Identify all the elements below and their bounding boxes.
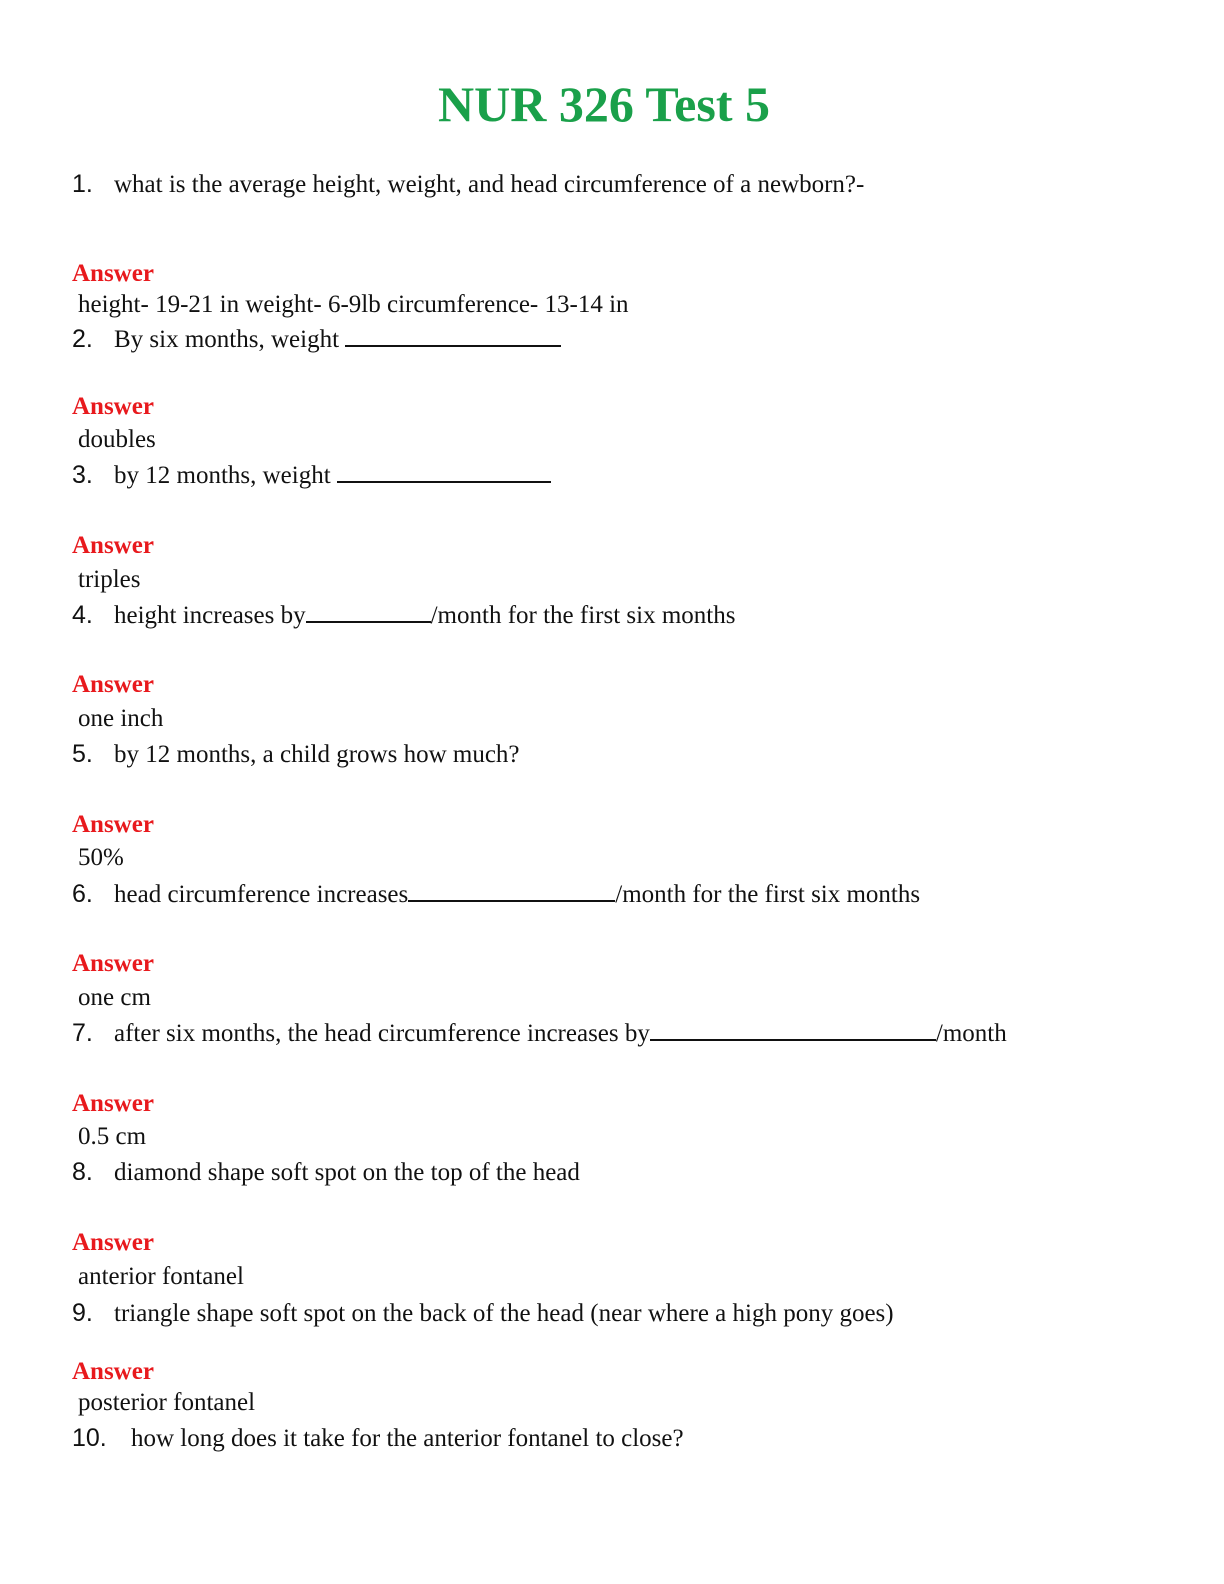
- question-number: 4.: [72, 601, 93, 629]
- answer-text: posterior fontanel: [78, 1389, 256, 1416]
- question-text: By six months, weight: [114, 326, 340, 353]
- question-number: 9.: [72, 1299, 93, 1327]
- question-text: how long does it take for the anterior fontanel to close?: [131, 1425, 684, 1452]
- question-number: 6.: [72, 880, 93, 908]
- question-10: [72, 1422, 684, 1455]
- question-text-after: /month for the first six months: [430, 602, 736, 629]
- answer-blank: [408, 880, 615, 902]
- question-text: after six months, the head circumference increases by: [114, 1020, 650, 1047]
- question-number: 8.: [72, 1158, 93, 1186]
- question-7: [72, 1017, 1007, 1050]
- question-5: [72, 738, 520, 771]
- question-text: what is the average height, weight, and head circumference of a newborn?-: [114, 171, 865, 198]
- answer-label: Answer: [72, 950, 154, 977]
- answer-text: doubles: [78, 426, 156, 453]
- answer-label: Answer: [72, 671, 154, 698]
- question-text: head circumference increases: [114, 881, 409, 908]
- question-4: [72, 599, 735, 632]
- answer-blank: [306, 601, 431, 623]
- question-text: height increases by: [114, 602, 306, 629]
- question-number: 3.: [72, 461, 93, 489]
- question-text: diamond shape soft spot on the top of the head: [114, 1159, 580, 1186]
- question-text: by 12 months, weight: [114, 462, 331, 489]
- answer-blank: [337, 461, 551, 483]
- answer-text: triples: [78, 566, 141, 593]
- answer-text: anterior fontanel: [78, 1263, 244, 1290]
- answer-label: Answer: [72, 1229, 154, 1256]
- answer-text: one inch: [78, 705, 164, 732]
- question-number: 5.: [72, 740, 93, 768]
- question-number: 10.: [72, 1424, 107, 1452]
- question-number: 7.: [72, 1019, 93, 1047]
- question-number: 1.: [72, 170, 93, 198]
- answer-text: one cm: [78, 984, 151, 1011]
- answer-label: Answer: [72, 1090, 154, 1117]
- answer-text: 0.5 cm: [78, 1123, 147, 1150]
- answer-text: 50%: [78, 844, 124, 871]
- question-text: triangle shape soft spot on the back of the head (near where a high pony goes): [114, 1300, 894, 1327]
- question-number: 2.: [72, 325, 93, 353]
- answer-blank: [345, 325, 561, 347]
- answer-label: Answer: [72, 393, 154, 420]
- page-title: NUR 326 Test 5: [438, 76, 770, 132]
- question-text-after: /month: [935, 1020, 1007, 1047]
- question-8: [72, 1156, 580, 1189]
- answer-text: height- 19-21 in weight- 6-9lb circumference- 13-14 in: [78, 291, 629, 318]
- answer-blank: [650, 1019, 936, 1041]
- answer-label: Answer: [72, 1358, 154, 1385]
- question-9: [72, 1297, 894, 1330]
- answer-label: Answer: [72, 532, 154, 559]
- question-1: [72, 168, 864, 201]
- question-3: [72, 459, 551, 492]
- question-text: by 12 months, a child grows how much?: [114, 741, 520, 768]
- question-text-after: /month for the first six months: [615, 881, 921, 908]
- question-6: [72, 878, 920, 911]
- answer-label: Answer: [72, 260, 154, 287]
- question-2: [72, 323, 561, 356]
- answer-label: Answer: [72, 811, 154, 838]
